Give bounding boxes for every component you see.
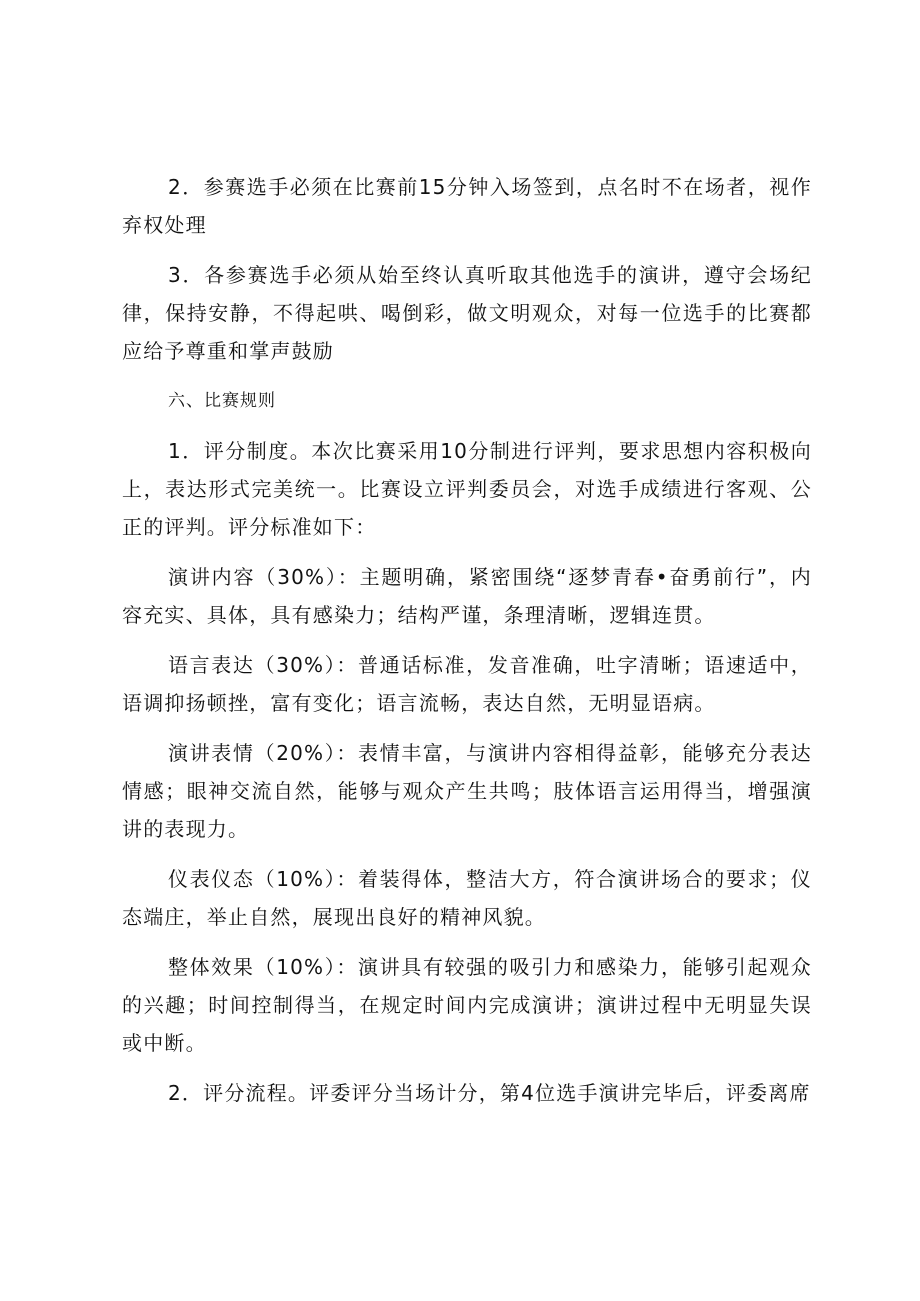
paragraph-criterion-overall: 整体效果（10%）：演讲具有较强的吸引力和感染力，能够引起观众的兴趣；时间控制得当，在规定时间内完成演讲；演讲过程中无明显失误或中断。 bbox=[122, 955, 812, 1055]
paragraph-scoring-system: 1．评分制度。本次比赛采用10分制进行评判，要求思想内容积极向上，表达形式完美统一。比赛设立评判委员会，对选手成绩进行客观、公正的评判。评分标准如下： bbox=[122, 439, 812, 539]
paragraph-rule-3: 3．各参赛选手必须从始至终认真听取其他选手的演讲，遵守会场纪律，保持安静，不得起哄、喝倒彩，做文明观众，对每一位选手的比赛都应给予尊重和掌声鼓励 bbox=[122, 263, 812, 363]
paragraph-criterion-appearance: 仪表仪态（10%）：着装得体，整洁大方，符合演讲场合的要求；仪态端庄，举止自然，展现出良好的精神风貌。 bbox=[122, 867, 812, 929]
paragraph-criterion-expression: 演讲表情（20%）：表情丰富，与演讲内容相得益彰，能够充分表达情感；眼神交流自然，能够与观众产生共鸣；肢体语言运用得当，增强演讲的表现力。 bbox=[122, 741, 812, 841]
paragraph-rule-2: 2．参赛选手必须在比赛前15分钟入场签到，点名时不在场者，视作弃权处理 bbox=[122, 175, 812, 237]
section-heading-competition-rules: 六、比赛规则 bbox=[168, 391, 276, 411]
paragraph-criterion-content: 演讲内容（30%）：主题明确，紧密围绕“逐梦青春•奋勇前行”，内容充实、具体，具有感染力；结构严谨，条理清晰，逻辑连贯。 bbox=[122, 565, 812, 627]
paragraph-criterion-language: 语言表达（30%）：普通话标准，发音准确，吐字清晰；语速适中，语调抑扬顿挫，富有变化；语言流畅，表达自然，无明显语病。 bbox=[122, 653, 812, 715]
paragraph-scoring-process: 2．评分流程。评委评分当场计分，第4位选手演讲完毕后，评委离席 bbox=[168, 1081, 811, 1105]
document-body bbox=[122, 168, 812, 1124]
